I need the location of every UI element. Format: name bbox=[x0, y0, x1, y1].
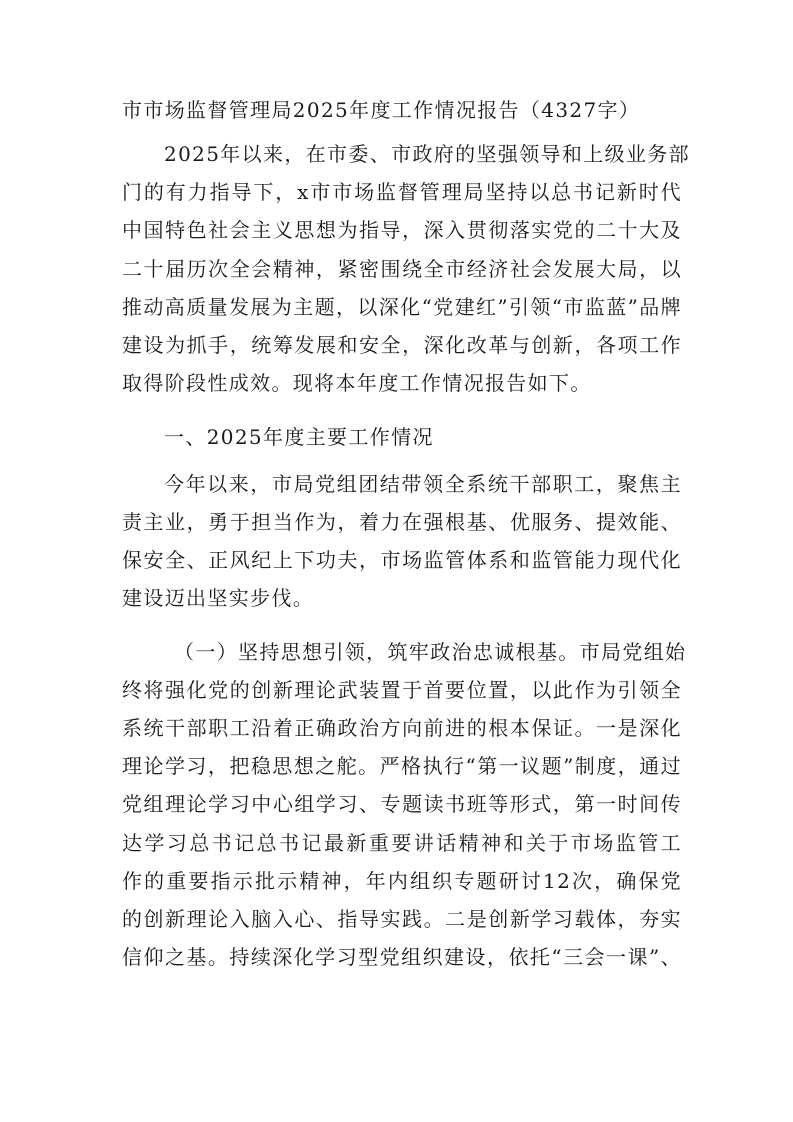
paragraph-line: 终将强化党的创新理论武装置于首要位置，以此作为引领全 bbox=[122, 678, 682, 702]
paragraph-line: 达学习总书记总书记最新重要讲话精神和关于市场监管工 bbox=[122, 831, 682, 855]
paragraph-line: 门的有力指导下，x市市场监督管理局坚持以总书记新时代 bbox=[122, 180, 682, 204]
paragraph-line: 系统干部职工沿着正确政治方向前进的根本保证。一是深化 bbox=[122, 716, 682, 740]
paragraph-line: 的创新理论入脑入心、指导实践。二是创新学习载体，夯实 bbox=[122, 907, 682, 931]
paragraph-line: 信仰之基。持续深化学习型党组织建设，依托“三会一课”、 bbox=[122, 945, 682, 969]
paragraph-line: 理论学习，把稳思想之舵。严格执行“第一议题”制度，通过 bbox=[122, 754, 682, 778]
section-heading: 一、2025年度主要工作情况 bbox=[164, 425, 434, 449]
paragraph-line: 取得阶段性成效。现将本年度工作情况报告如下。 bbox=[122, 371, 592, 395]
paragraph-line: 保安全、正风纪上下功夫，市场监管体系和监管能力现代化 bbox=[122, 548, 682, 572]
paragraph-line: 二十届历次全会精神，紧密围绕全市经济社会发展大局，以 bbox=[122, 257, 682, 281]
paragraph-line: 今年以来，市局党组团结带领全系统干部职工，聚焦主 bbox=[164, 472, 682, 496]
paragraph-line: 责主业，勇于担当作为，着力在强根基、优服务、提效能、 bbox=[122, 510, 682, 534]
paragraph-line: 推动高质量发展为主题，以深化“党建红”引领“市监蓝”品牌 bbox=[122, 295, 682, 319]
paragraph-line: 2025年以来，在市委、市政府的坚强领导和上级业务部 bbox=[164, 142, 690, 166]
paragraph-line: 党组理论学习中心组学习、专题读书班等形式，第一时间传 bbox=[122, 792, 682, 816]
paragraph-line: 建设迈出坚实步伐。 bbox=[122, 586, 315, 610]
paragraph-line: 作的重要指示批示精神，年内组织专题研讨12次，确保党 bbox=[122, 869, 682, 893]
paragraph-line: 建设为抓手，统筹发展和安全，深化改革与创新，各项工作 bbox=[122, 333, 682, 357]
paragraph-line: （一）坚持思想引领，筑牢政治忠诚根基。市局党组始 bbox=[174, 640, 687, 664]
document-title: 市市场监督管理局2025年度工作情况报告（4327字） bbox=[122, 98, 641, 122]
paragraph-line: 中国特色社会主义思想为指导，深入贯彻落实党的二十大及 bbox=[122, 218, 682, 242]
